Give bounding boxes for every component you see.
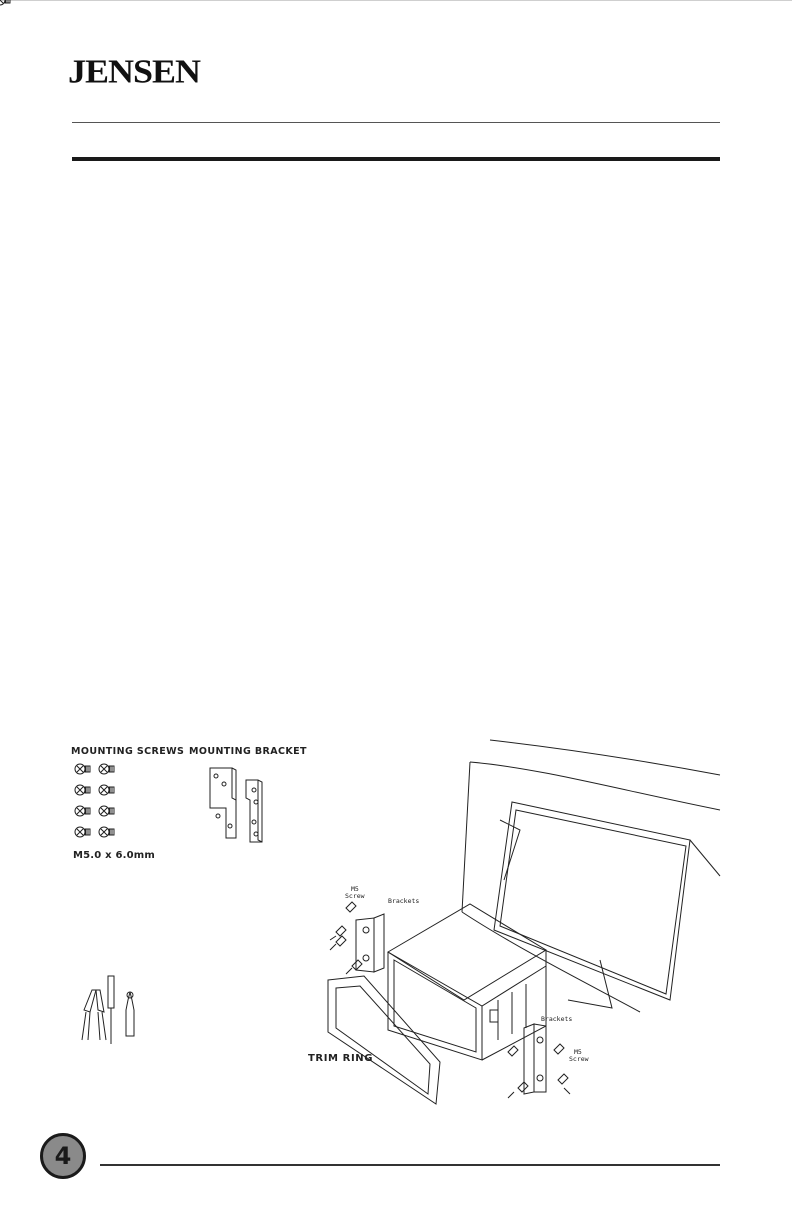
page-number-badge [40, 1133, 86, 1179]
brand-logo: JENSEN [68, 52, 201, 90]
tools-icon [82, 976, 134, 1044]
page-number: 4 [54, 1142, 72, 1170]
brackets-label-bottom: Brackets [541, 1015, 573, 1023]
mounting-screws-label: MOUNTING SCREWS [71, 746, 185, 757]
m5-screw-label-bottom: M5 Screw [569, 1048, 589, 1063]
left-bracket-illustration [330, 902, 384, 974]
m5-screw-label-top: M5 Screw [345, 885, 365, 900]
brackets-label-top: Brackets [388, 897, 420, 905]
right-bracket-illustration [508, 1024, 570, 1098]
trim-ring-label: TRIM RING [308, 1053, 374, 1064]
mounting-bracket-icon [210, 768, 262, 842]
head-unit-illustration [388, 904, 546, 1060]
screw-size-label: M5.0 x 6.0mm [73, 850, 156, 861]
mounting-bracket-label: MOUNTING BRACKET [189, 746, 307, 757]
mounting-screws-icon [0, 0, 114, 837]
footer-divider [100, 1164, 720, 1166]
trim-ring-illustration [328, 976, 440, 1104]
dashboard-illustration [462, 740, 720, 1012]
screw-icon [0, 0, 10, 5]
